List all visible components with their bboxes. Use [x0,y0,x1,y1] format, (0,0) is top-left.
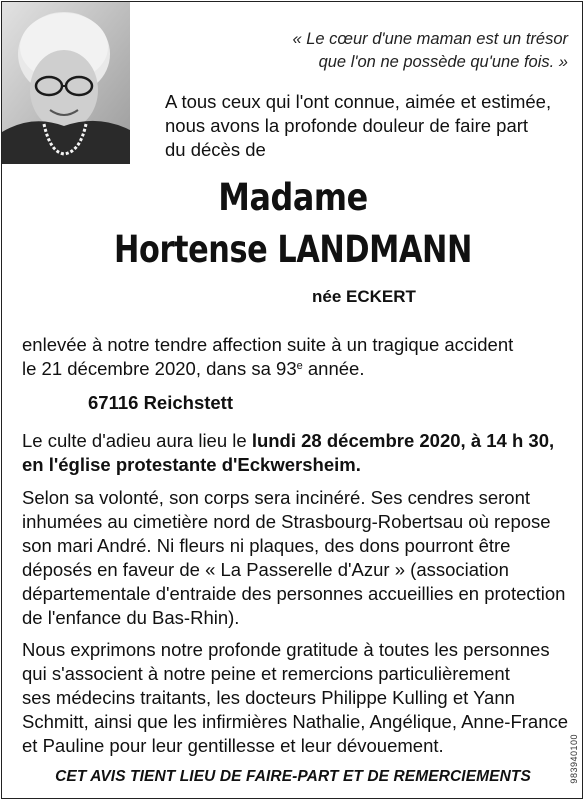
deceased-name: Hortense LANDMANN [114,228,472,271]
thanks-line: qui s'associent à notre peine et remercions particulièrement [22,663,510,684]
intro-text [165,90,575,162]
honorific-title: Madame [218,176,368,219]
ceremony-line [22,429,572,453]
ordinal-suffix: e [296,360,303,372]
death-line: enlevée à notre tendre affection suite à un tragique accident [22,334,514,355]
thanks-line: ses médecins traitants, les docteurs Philippe Kulling et Yann [22,687,515,708]
wishes-line: de l'enfance du Bas-Rhin). [22,607,240,628]
death-line-text: le 21 décembre 2020, dans sa 93 [22,358,297,379]
ceremony-date: lundi 28 décembre 2020, à 14 h 30, [251,430,555,451]
intro-line: du décès de [165,139,266,160]
wishes-line: déposés en faveur de « La Passerelle d'Azur » (association [22,559,509,580]
thanks-paragraph [22,638,572,758]
wishes-line: son mari André. Ni fleurs ni plaques, des dons pourront être [22,535,511,556]
death-announcement [22,333,572,381]
city-line: 67116 Reichstett [88,392,234,413]
obituary-card [1,1,583,799]
wishes-paragraph [22,486,572,630]
intro-line: nous avons la profonde douleur de faire part [165,115,529,136]
wishes-line: Selon sa volonté, son corps sera incinéré. Ses cendres seront [22,487,531,508]
intro-line: A tous ceux qui l'ont connue, aimée et estimée, [165,91,552,112]
thanks-line: Schmitt, ainsi que les infirmières Nathalie, Angélique, Anne-France [22,711,569,732]
thanks-line: et Pauline pour leur gentillesse et leur dévouement. [22,735,444,756]
wishes-line: départementale d'entraide des personnes accueillies en protection [22,583,566,604]
reference-number: 983940100 [569,734,579,784]
footer-notice: CET AVIS TIENT LIEU DE FAIRE-PART ET DE REMERCIEMENTS [55,768,531,785]
ceremony-text: Le culte d'adieu aura lieu le [22,430,252,451]
death-line [22,357,572,381]
thanks-line: Nous exprimons notre profonde gratitude à toutes les personnes [22,639,550,660]
death-line-end: année. [302,358,365,379]
maiden-name: née ECKERT [312,287,416,306]
ceremony-line [22,453,572,477]
ceremony-place: en l'église protestante d'Eckwersheim. [22,454,361,475]
quote-line: « Le cœur d'une maman est un trésor [292,30,568,48]
ceremony-info [22,429,572,477]
quote-line: que l'on ne possède qu'une fois. » [318,53,568,71]
quote [138,28,568,74]
portrait-photo [2,2,130,164]
wishes-line: inhumées au cimetière nord de Strasbourg-Robertsau où repose [22,511,551,532]
